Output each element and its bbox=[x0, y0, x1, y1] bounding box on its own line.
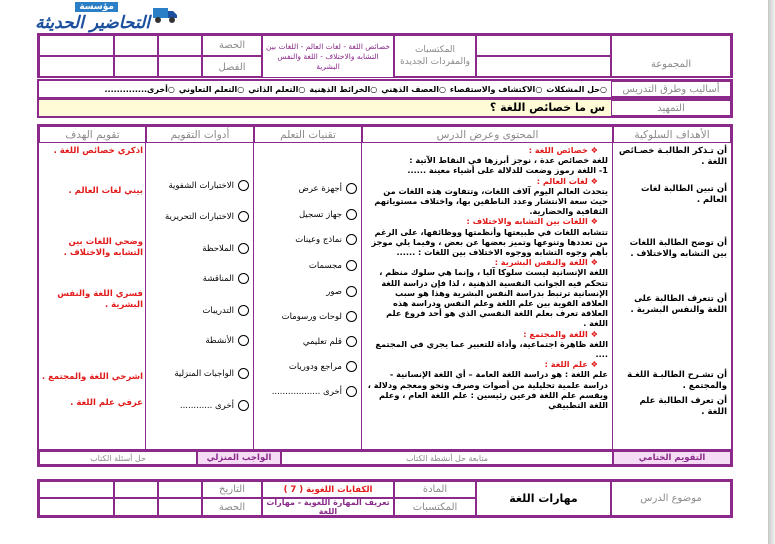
tools-list bbox=[146, 143, 253, 452]
radio-circle-icon[interactable] bbox=[238, 335, 249, 346]
tool-option[interactable]: أخرى ............ bbox=[180, 400, 249, 411]
radio-circle-icon[interactable] bbox=[346, 286, 357, 297]
header-tech: تقنيات التعلم bbox=[254, 126, 362, 143]
lesson-value-cell bbox=[262, 498, 394, 516]
homework-label: الواجب المنزلي bbox=[206, 453, 272, 463]
content-head-5: اللغة والمجتمع : bbox=[523, 328, 588, 339]
radio-circle-icon[interactable] bbox=[346, 311, 357, 322]
group-value-2[interactable] bbox=[476, 56, 611, 78]
method-item[interactable]: ○التعلم التعاوني bbox=[178, 84, 245, 94]
logo-line1: مؤسسة bbox=[75, 2, 118, 12]
homework-label-cell bbox=[197, 451, 281, 465]
method-item[interactable]: ○الخرائط الذهنية bbox=[309, 84, 378, 94]
tech-option[interactable]: صور bbox=[326, 286, 357, 297]
content-section-3 bbox=[366, 216, 608, 257]
bottom-blank-3[interactable] bbox=[39, 481, 114, 498]
radio-circle-icon[interactable] bbox=[346, 386, 357, 397]
diamond-icon: ❖ bbox=[587, 257, 598, 268]
radio-circle-icon[interactable] bbox=[346, 183, 357, 194]
methods-list bbox=[39, 81, 611, 97]
assess-3: وضحي اللغات بين التشابه والاختلاف . bbox=[63, 237, 143, 258]
tech-option[interactable]: قلم تعليمي bbox=[303, 336, 357, 347]
radio-circle-icon[interactable] bbox=[346, 260, 357, 271]
content-body-3: تتشابه اللغات في طبيعتها وأنظمتها ووظائفها، على الرغم من تعددها وتنوعها وتميز بعضها عن بعض ، وفيما يلي موجز بأهم وجوه التشابه ووجوه الاختلاف بين اللغات : ...... bbox=[371, 226, 608, 258]
assess-6: عرفي علم اللغة . bbox=[70, 398, 143, 408]
tech-option[interactable]: أخرى .................. bbox=[272, 386, 357, 397]
term-label-cell bbox=[202, 56, 262, 78]
header-tools: أدوات التقويم bbox=[146, 126, 254, 143]
class-label-cell-2 bbox=[202, 498, 262, 516]
tech-list bbox=[254, 143, 361, 452]
radio-circle-icon[interactable] bbox=[346, 361, 357, 372]
radio-circle-icon[interactable] bbox=[346, 209, 357, 220]
radio-circle-icon[interactable] bbox=[238, 243, 249, 254]
tool-option[interactable]: الواجبات المنزلية bbox=[174, 368, 249, 379]
content-body-5: اللغة ظاهرة اجتماعية، وأداة للتعبير عما يجري في المجتمع .... bbox=[375, 338, 608, 360]
content-section-4 bbox=[366, 257, 608, 328]
objective-3: أن توضح الطالبة اللغات بين التشابه والاختلاف . bbox=[629, 238, 727, 259]
class-label-cell bbox=[202, 35, 262, 56]
top-blank-1[interactable] bbox=[158, 35, 202, 56]
term-label: الفصل bbox=[218, 61, 246, 73]
main-table bbox=[37, 124, 733, 452]
unit-value: الكفايات اللغوية ( 7 ) bbox=[283, 484, 373, 495]
content-section-1 bbox=[366, 145, 608, 176]
method-item[interactable]: ○حل المشكلات bbox=[546, 84, 607, 94]
homework-value-cell bbox=[39, 451, 197, 465]
acquired-label: المكتسبات والمفردات الجديدة bbox=[400, 45, 470, 67]
tech-option[interactable]: جهاز تسجيل bbox=[299, 209, 357, 220]
radio-circle-icon[interactable] bbox=[238, 305, 249, 316]
objective-2: أن تبين الطالبة لغات العالم . bbox=[641, 184, 727, 205]
tool-option[interactable]: الاختبارات الشفوية bbox=[168, 180, 249, 191]
divider bbox=[612, 143, 613, 452]
top-info-table bbox=[37, 33, 733, 78]
objective-5: أن تشـرح الطالبـة اللغـة والمجتمع . bbox=[627, 370, 727, 391]
tech-option[interactable]: مجسمات bbox=[309, 260, 357, 271]
objective-6: أن تعرف الطالبة علم اللغة . bbox=[639, 396, 727, 417]
final-label-cell bbox=[613, 451, 731, 465]
bottom-blank-5[interactable] bbox=[114, 498, 158, 516]
diamond-icon: ❖ bbox=[587, 359, 598, 370]
bottom-blank-1[interactable] bbox=[158, 481, 202, 498]
acquired-label-cell-2 bbox=[394, 498, 476, 516]
subject-label-cell bbox=[394, 481, 476, 498]
tool-option[interactable]: المناقشة bbox=[203, 273, 249, 284]
logo-line2: التحاضير الحديثة bbox=[35, 13, 150, 33]
content-section-2 bbox=[366, 176, 608, 217]
tech-option[interactable]: لوحات ورسومات bbox=[282, 311, 357, 322]
content-body-1: للغة خصائص عدة ، نوجز أبرزها في النقاط الآتية : 1- اللغة رموز وضعت للدلالة على أشياء معينة ...... bbox=[407, 155, 608, 176]
content-section-6 bbox=[366, 359, 608, 410]
top-blank-4[interactable] bbox=[158, 56, 202, 78]
subject-label: المادة bbox=[422, 484, 448, 495]
diamond-icon: ❖ bbox=[587, 216, 598, 227]
diamond-icon: ❖ bbox=[587, 145, 598, 155]
topic-label: موضوع الدرس bbox=[640, 493, 702, 504]
method-item[interactable]: ○العصف الذهني bbox=[381, 84, 446, 94]
content-head-4: اللغة والنفس البشرية : bbox=[494, 257, 588, 268]
radio-circle-icon[interactable] bbox=[346, 336, 357, 347]
content-body-4: اللغة الإنسانية ليست سلوكا آليا ، وإنما هي سلوك منظم ، تتحكم فيه الجوانب النفسية الذهنية ، لذا فإن دراسة اللغة الإنسانية ترتبط بدراسة النفس البشرية وهذا هو سبب العلاقة القوية بين علم اللغة وعلم النفس ودراسة هذه العلاقة تعرف بعلم اللغة النفسي الذي هو أحد فروع علم اللغة . bbox=[379, 267, 608, 329]
intro-question: س ما خصائص اللغة ؟ bbox=[489, 101, 605, 114]
tool-option[interactable]: الملاحظة bbox=[202, 243, 249, 254]
header-assess: تقويم الهدف bbox=[39, 126, 146, 143]
content-head-6: علم اللغة : bbox=[544, 359, 588, 370]
diamond-icon: ❖ bbox=[587, 175, 598, 186]
content-head-3: اللغات بين التشابه والاختلاف : bbox=[466, 216, 588, 227]
header-content: المحتوى وعرض الدرس bbox=[362, 126, 613, 143]
radio-circle-icon[interactable] bbox=[238, 400, 249, 411]
radio-circle-icon[interactable] bbox=[238, 180, 249, 191]
final-label: التقويم الختامي bbox=[638, 453, 706, 463]
header-objectives: الأهداف السلوكية bbox=[613, 126, 731, 143]
objective-1: أن تـذكر الطالبـة خصـائص اللغة . bbox=[619, 146, 727, 167]
lesson-value: تعريف المهارة اللغوية - مهارات اللغة bbox=[266, 498, 390, 516]
radio-circle-icon[interactable] bbox=[238, 211, 249, 222]
diamond-icon: ❖ bbox=[587, 328, 598, 339]
topic-label-cell bbox=[611, 481, 731, 516]
class-label: الحصة bbox=[218, 40, 246, 51]
group-label-cell bbox=[611, 35, 731, 78]
assess-4: فسري اللغة والنفس البشرية . bbox=[57, 289, 143, 310]
bottom-blank-4[interactable] bbox=[158, 498, 202, 516]
content-section-5 bbox=[366, 329, 608, 360]
radio-circle-icon[interactable] bbox=[346, 234, 357, 245]
tech-option[interactable]: مراجع ودوريات bbox=[289, 361, 357, 372]
tech-option[interactable]: نماذج وعينات bbox=[295, 234, 357, 245]
homework-value: حل أسئلة الكتاب bbox=[90, 453, 146, 463]
top-blank-2[interactable] bbox=[114, 35, 158, 56]
assess-1: اذكري خصائص اللغة . bbox=[53, 146, 143, 156]
content-body-6: علم اللغة : هو دراسة اللغة العامة – أي اللغة الإنسانية - دراسة علمية تحليلية من أصوات وصرف ونحو ومعجم ودلالة ، ويقسم علم اللغة فرعين رئيسين : علم اللغة العام ، وعلم اللغة التطبيقي bbox=[367, 369, 608, 411]
radio-circle-icon[interactable] bbox=[238, 368, 249, 379]
lesson-content bbox=[362, 143, 612, 452]
intro-label: التمهيد bbox=[657, 102, 685, 114]
content-head-2: لغات العالم : bbox=[536, 175, 588, 186]
methods-label: أساليب وطرق التدريس bbox=[622, 83, 720, 95]
objective-4: أن تتعرف الطالبة على اللغة والنفس البشرية . bbox=[630, 294, 727, 315]
tech-option[interactable]: أجهزة عرض bbox=[299, 183, 357, 194]
date-label: التاريخ bbox=[219, 484, 245, 495]
method-item[interactable]: ○أخرى.............. bbox=[104, 84, 175, 94]
tool-option[interactable]: التدريبات bbox=[202, 305, 249, 316]
class-label-2: الحصة bbox=[218, 501, 246, 513]
acquired-value: خصائص اللغة - لغات العالم - اللغات بين التشابه والاختلاف - اللغة والنفس البشرية bbox=[266, 41, 390, 71]
group-label: المجموعة bbox=[650, 59, 692, 70]
methods-label-cell bbox=[611, 81, 731, 97]
intro-label-cell bbox=[611, 100, 731, 116]
truck-icon bbox=[152, 6, 178, 24]
content-head-1: خصائص اللغة : bbox=[528, 145, 588, 155]
assess-list bbox=[39, 143, 145, 452]
top-blank-6[interactable] bbox=[39, 56, 114, 78]
topic-value: مهارات اللغة bbox=[509, 492, 578, 505]
final-eval-row bbox=[37, 449, 733, 467]
assess-5: اشرحي اللغة والمجتمع . bbox=[41, 372, 143, 382]
acquired-value-cell bbox=[262, 35, 394, 78]
assess-2: بيني لغات العالم . bbox=[68, 186, 143, 196]
content-body-2: يتحدث العالم اليوم آلاف اللغات، وتتفاوت هذه اللغات من حيث سعة الانتشار وعدد الناطقين بها، واختلاف مستوياتهم الثقافية والحضارية. bbox=[374, 185, 608, 217]
method-item[interactable]: ○الاكتشاف والاستقصاء bbox=[449, 84, 543, 94]
tool-option[interactable]: الاختبارات التحريرية bbox=[165, 211, 249, 222]
radio-circle-icon[interactable] bbox=[238, 273, 249, 284]
bottom-blank-2[interactable] bbox=[114, 481, 158, 498]
intro-row bbox=[37, 98, 733, 118]
final-value-cell bbox=[281, 451, 613, 465]
top-blank-5[interactable] bbox=[114, 56, 158, 78]
methods-row bbox=[37, 79, 733, 99]
acquired-label-2: المكتسبات bbox=[412, 501, 458, 513]
top-blank-3[interactable] bbox=[39, 35, 114, 56]
bottom-info-table bbox=[37, 479, 733, 518]
acquired-label-cell bbox=[394, 35, 476, 78]
bottom-blank-6[interactable] bbox=[39, 498, 114, 516]
unit-value-cell bbox=[262, 481, 394, 498]
topic-value-cell bbox=[476, 481, 611, 516]
method-item[interactable]: ○التعلم الذاتي bbox=[248, 84, 306, 94]
tool-option[interactable]: الأنشطة bbox=[205, 335, 249, 346]
date-label-cell bbox=[202, 481, 262, 498]
page-shadow bbox=[768, 0, 775, 544]
group-value-1[interactable] bbox=[476, 35, 611, 56]
final-value: متابعة حل أنشطة الكتاب bbox=[405, 453, 489, 463]
